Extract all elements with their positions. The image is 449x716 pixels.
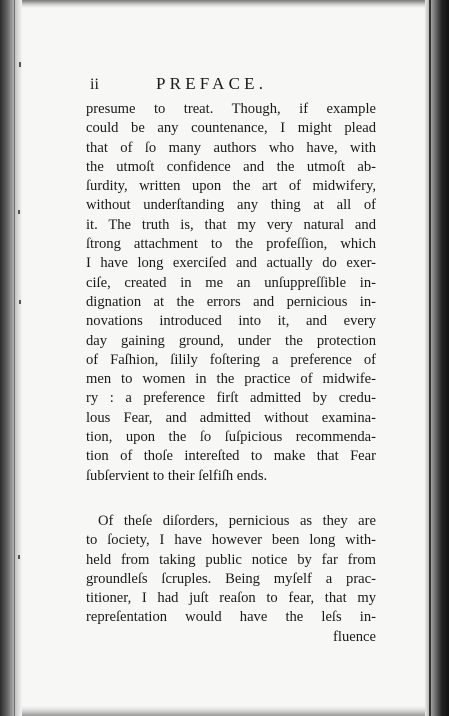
text-line: men to women in the practice of midwife- — [86, 371, 376, 388]
text-line: ciſe, created in me an unſuppreſſible in- — [86, 274, 376, 291]
paragraph-1 — [86, 100, 376, 486]
text-line: that of ſo many authors who have, with — [86, 139, 376, 156]
bottom-shadow-edge — [0, 706, 449, 716]
scan-speck — [19, 300, 21, 304]
text-line: ſtrong attachment to the profeſſion, which — [86, 236, 376, 253]
page-header — [86, 74, 376, 96]
text-line: I have long exerciſed and actually do exer- — [86, 255, 376, 272]
text-line: novations introduced into it, and every — [86, 313, 376, 330]
text-line: groundleſs ſcruples. Being myſelf a prac- — [86, 570, 376, 587]
text-line: without underſtanding any thing at all of — [86, 197, 376, 214]
text-line: to ſociety, I have however been long with- — [86, 532, 376, 549]
text-line: titioner, I had juſt reaſon to fear, that my — [86, 590, 376, 607]
text-line: ſurdity, written upon the art of midwifery, — [86, 178, 376, 195]
page-fold-line — [429, 0, 431, 716]
text-line: ry : a preference firſt admitted by credu- — [86, 390, 376, 407]
scan-speck — [19, 62, 21, 67]
text-line: held from taking public notice by far from — [86, 551, 376, 568]
running-title: PREFACE. — [156, 74, 268, 93]
text-line: could be any countenance, I might plead — [86, 120, 376, 137]
text-line: repreſentation would have the leſs in- — [86, 609, 376, 626]
text-line: day gaining ground, under the protection — [86, 332, 376, 349]
text-line: tion, upon the ſo ſuſpicious recommenda- — [86, 429, 376, 446]
top-shadow-edge — [0, 0, 449, 8]
paragraph-spacing — [86, 486, 376, 512]
book-page — [86, 74, 376, 647]
binding-edge — [0, 0, 22, 716]
text-line: ſubſervient to their ſelfiſh ends. — [86, 467, 268, 484]
page-number: ii — [90, 76, 99, 93]
text-line: dignation at the errors and pernicious in- — [86, 293, 376, 310]
text-line: tion of thoſe intereſted to make that Fear — [86, 448, 376, 465]
text-line: lous Fear, and admitted without examina- — [86, 409, 376, 426]
catchword: fluence — [333, 628, 376, 645]
scan-speck — [18, 210, 20, 214]
scan-speck — [18, 555, 20, 559]
text-line: presume to treat. Though, if example — [86, 101, 376, 117]
text-line: Of theſe diſorders, pernicious as they are — [98, 512, 376, 529]
text-line: the utmoſt confidence and the utmoſt ab- — [86, 158, 376, 175]
text-line: it. The truth is, that my very natural and — [86, 216, 376, 233]
right-page-edge — [425, 0, 449, 716]
paragraph-2 — [86, 512, 376, 647]
text-line: of Faſhion, ſilily foſtering a preference of — [86, 351, 376, 368]
